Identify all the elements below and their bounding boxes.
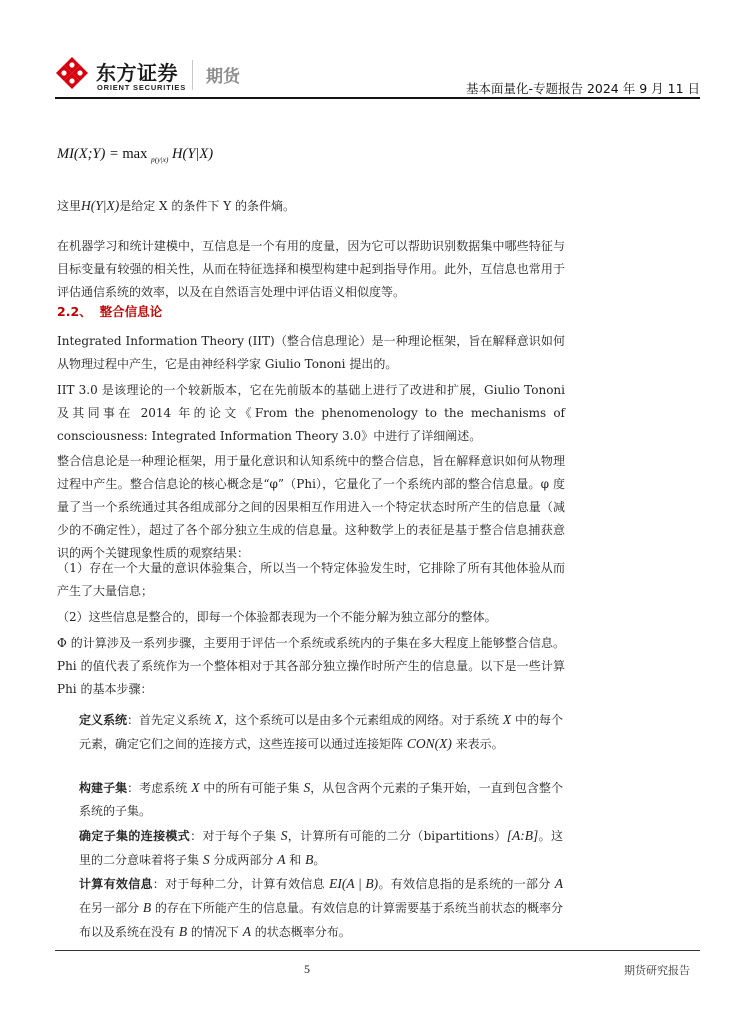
step3-s2: S: [202, 852, 210, 867]
step4-b2: B: [178, 924, 188, 939]
step4-t4: 的存在下所能产生的信息量。有效信息的计算需要基于系统当前状态的概率分布以及系统在没有: [79, 901, 563, 939]
paragraph-phi-calculation: Φ 的计算涉及一系列步骤，主要用于评估一个系统或系统内的子集在多大程度上能够整合信息。Phi 的值代表了系统作为一个整体相对于其各部分独立操作时所产生的信息量。以下是一些计算 Phi 的基本步骤：: [57, 636, 565, 696]
step-define-system: [79, 708, 563, 756]
report-meta: 基本面量化-专题报告 2024 年 9 月 11 日: [465, 81, 700, 96]
paragraph-mutual-information-use: 在机器学习和统计建模中，互信息是一个有用的度量，因为它可以帮助识别数据集中哪些特征与目标变量有较强的相关性，从而在特征选择和模型构建中起到指导作用。此外，互信息也常用于评估通信系统的效率，以及在自然语言处理中评估语义相似度等。: [57, 239, 565, 299]
logo-company-english: ORIENT SECURITIES: [97, 83, 187, 92]
formula-max: max: [122, 146, 148, 162]
step1-x2: X: [502, 712, 512, 727]
step1-t1: ：首先定义系统: [127, 713, 215, 727]
step1-t3: 中的每个元素，确定它们之间的连接方式，这些连接可以通过连接矩阵: [79, 713, 563, 751]
header-rule: [55, 97, 700, 99]
footer-label: 期货研究报告: [624, 964, 690, 977]
step-connection-pattern: [79, 824, 563, 872]
p1-expr: H(Y|X): [81, 198, 120, 213]
step4-a: A: [554, 876, 563, 891]
paragraph-observation-2: （2）这些信息是整合的，即每一个体验都表现为一个不能分解为独立部分的整体。: [57, 610, 497, 624]
formula-lhs: MI(X;Y) =: [57, 146, 119, 162]
section-title: 整合信息论: [99, 304, 163, 319]
step1-t4: 来表示。: [451, 737, 504, 751]
step3-ab: [A:B]: [506, 828, 539, 843]
mutual-information-formula: [57, 146, 213, 164]
step3-t6: 。: [313, 853, 326, 867]
logo-company-name: 东方证券: [96, 61, 178, 85]
step2-s: S: [303, 780, 311, 795]
step2-t2: 中的所有可能子集: [199, 781, 304, 795]
step3-s1: S: [280, 828, 288, 843]
section-heading: [57, 302, 162, 320]
step3-t1: ：对于每个子集: [190, 829, 281, 843]
logo-subtitle: 期货: [206, 67, 240, 87]
paragraph-observation-1: （1）存在一个大量的意识体验集合，所以当一个特定体验发生时，它排除了所有其他体验从而产生了大量信息；: [57, 561, 565, 598]
step3-t4: 分成两部分: [209, 853, 278, 867]
step3-t5: 和: [285, 853, 306, 867]
step3-a: A: [277, 852, 286, 867]
step-build-subsets: [79, 776, 563, 823]
step4-label: 计算有效信息: [79, 877, 153, 891]
formula-rhs: H(Y|X): [172, 146, 214, 162]
step4-t5: 的情况下: [187, 925, 243, 939]
step4-a2: A: [242, 924, 251, 939]
step2-x: X: [191, 780, 200, 795]
paragraph-iit-definition: 整合信息论是一种理论框架，用于量化意识和认知系统中的整合信息，旨在解释意识如何从物理过程中产生。整合信息论的核心概念是“φ”（Phi），它量化了一个系统内部的整合信息量。φ 度量了当一个系统通过其各组成部分之间的因果相互作用进入一个特定状态时所产生的信息量（减少的不确定性），超过了各个部分独立生成的信息量。这种数学上的表征是基于整合信息捕获意识的两个关键现象性质的观察结果：: [57, 454, 565, 560]
step3-t3: 。这里的二分意味着将子集: [79, 829, 563, 867]
formula-subscript: p(y|x): [150, 155, 169, 164]
page-number: 5: [304, 962, 310, 976]
step3-b: B: [305, 852, 314, 867]
footer-rule: [55, 950, 700, 951]
step4-t1: ：对于每种二分，计算有效信息: [152, 877, 330, 891]
paragraph-iit-intro: Integrated Information Theory (IIT)（整合信息理论）是一种理论框架，旨在解释意识如何从物理过程中产生，它是由神经科学家 Giulio Tononi 提出的。: [57, 334, 565, 371]
p1-text-a: 这里: [57, 199, 82, 213]
p1-text-b: 是给定 X 的条件下 Y 的条件熵。: [119, 199, 295, 213]
step2-t1: ：考虑系统: [127, 781, 192, 795]
section-number: 2.2、: [57, 304, 92, 319]
step1-t2: ，这个系统可以是由多个元素组成的网络。对于系统: [223, 713, 503, 727]
step4-t2: 。有效信息指的是系统的一部分: [378, 877, 555, 891]
step-effective-information: [79, 872, 563, 944]
paragraph-conditional-entropy: [57, 194, 565, 218]
step3-label: 确定子集的连接模式: [79, 829, 191, 843]
step2-label: 构建子集: [79, 781, 128, 795]
step4-b: B: [142, 900, 152, 915]
step3-t2: ，计算所有可能的二分（bipartitions）: [287, 829, 507, 843]
logo-divider: [192, 60, 193, 90]
step1-x1: X: [214, 712, 224, 727]
step1-label: 定义系统: [79, 713, 128, 727]
step2-t3: ，从包含两个元素的子集开始，一直到包含整个系统的子集。: [79, 781, 563, 818]
step4-ei: EI(A | B): [329, 876, 379, 891]
paragraph-iit-3: IIT 3.0 是该理论的一个较新版本，它在先前版本的基础上进行了改进和扩展，Giulio Tononi 及其同事在 2014 年的论文《From the phenomenology to the mechanisms of consciousness: Integrated Information Theory 3.0》中进行了详细阐述。: [57, 383, 565, 443]
step4-t3: 在另一部分: [79, 901, 143, 915]
step4-t6: 的状态概率分布。: [250, 925, 351, 939]
step1-con: CON(X): [406, 736, 452, 751]
orient-securities-logo-icon: [55, 56, 89, 90]
